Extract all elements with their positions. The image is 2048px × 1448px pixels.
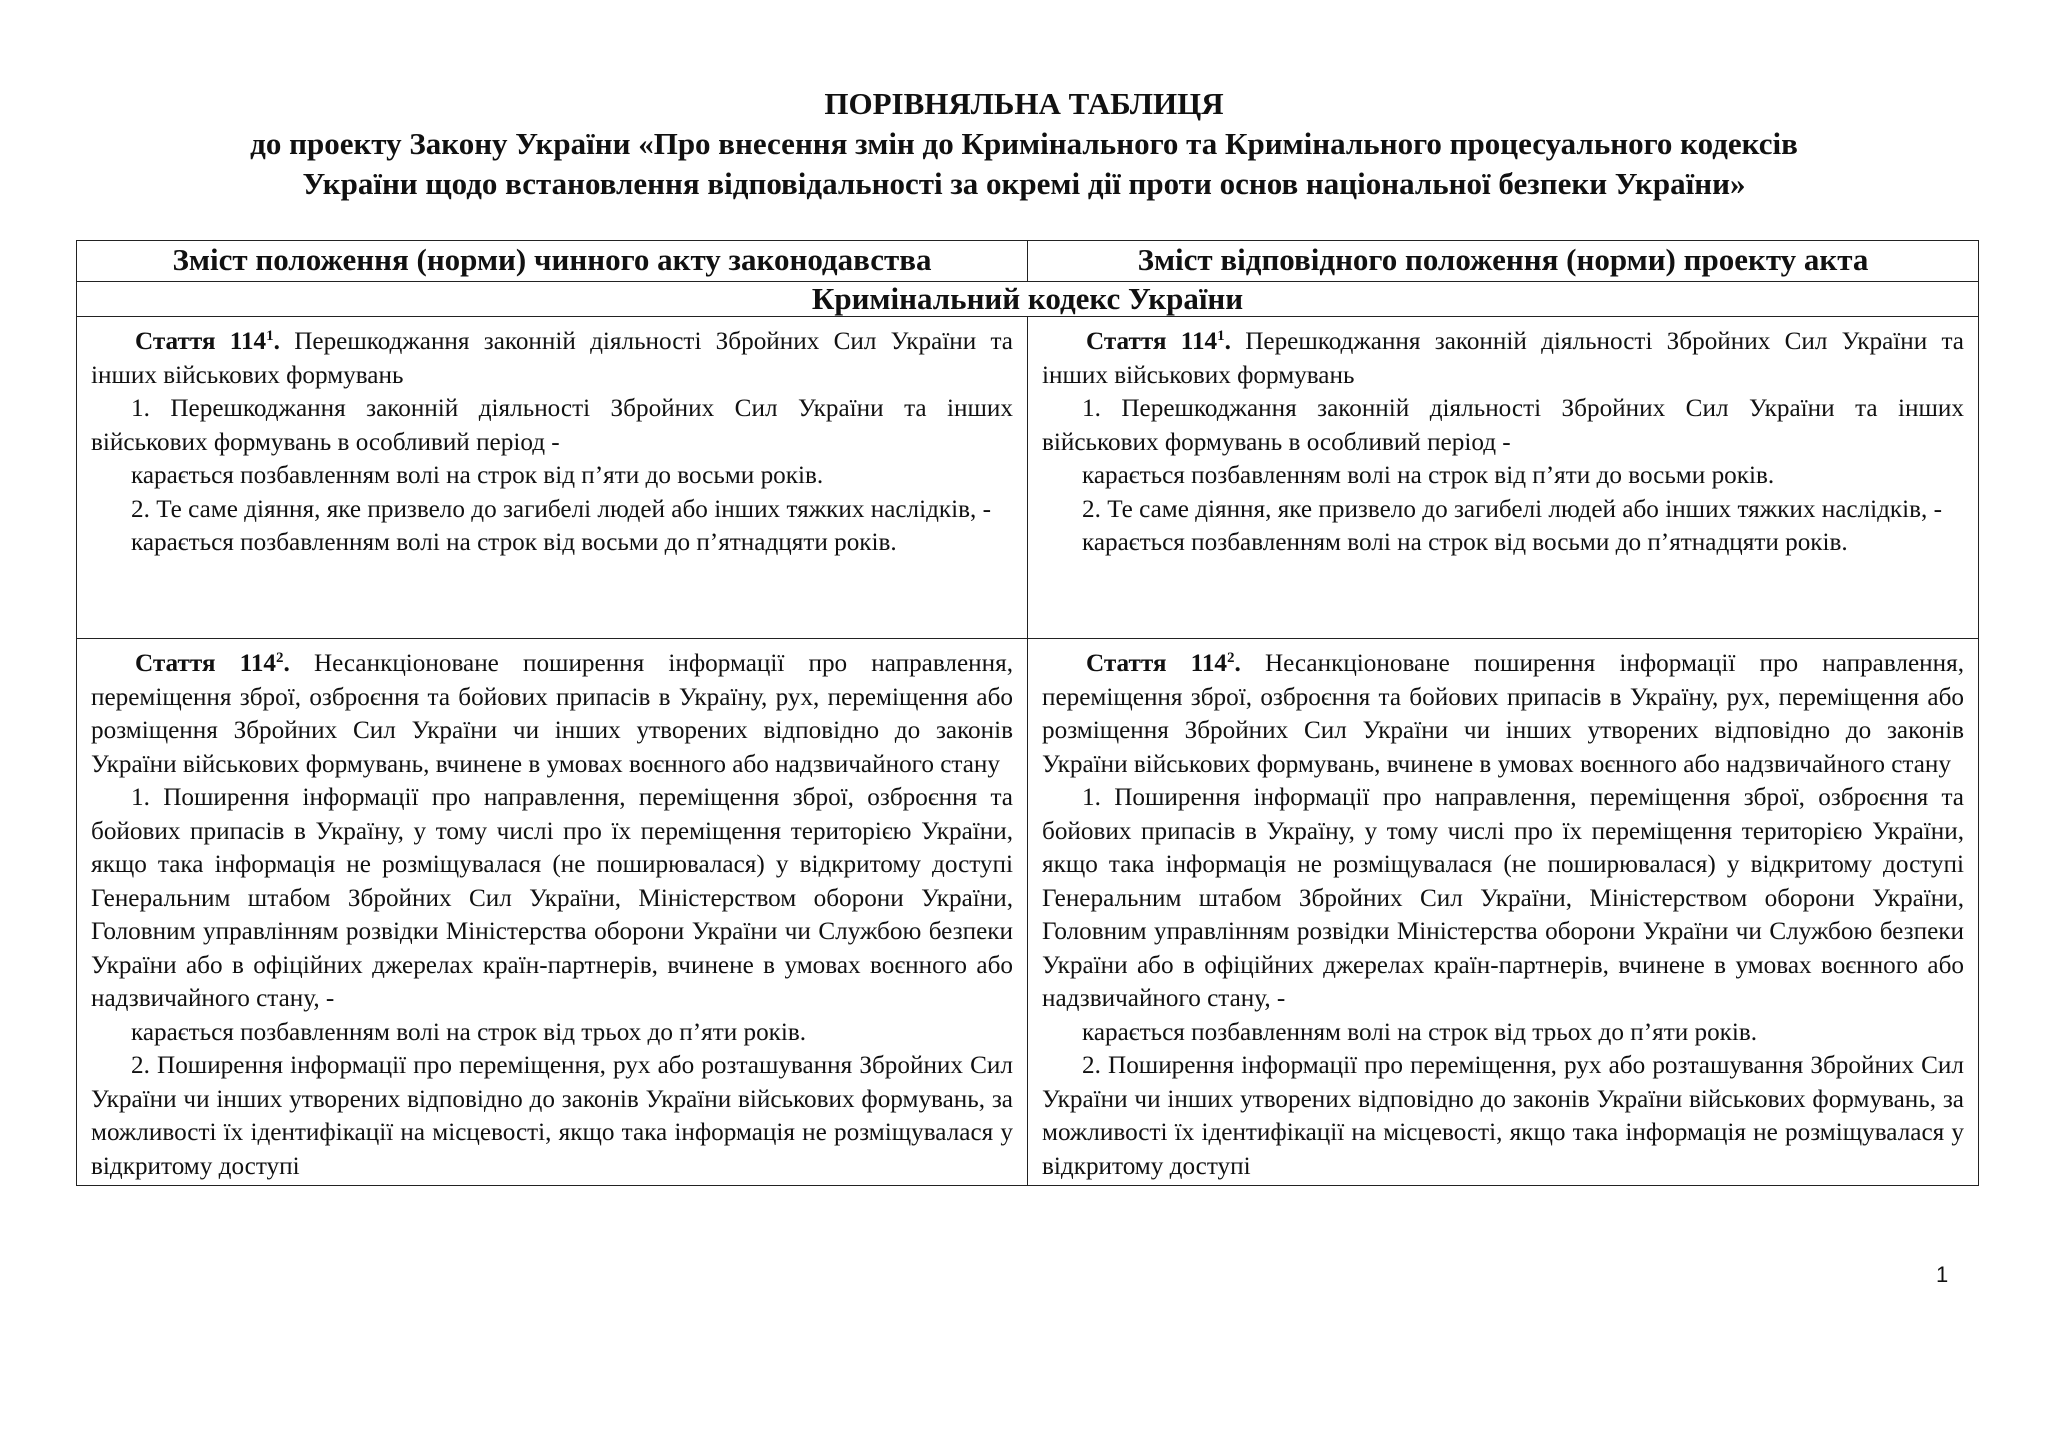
sanction-paragraph: карається позбавленням волі на строк від восьми до п’ятнадцяти років. xyxy=(131,529,897,556)
article-superscript: 1 xyxy=(1217,328,1225,344)
paragraph: 2. Те саме діяння, яке призвело до загибелі людей або інших тяжких наслідків, - xyxy=(131,495,992,523)
sanction-paragraph: карається позбавленням волі на строк від трьох до п’яти років. xyxy=(1082,1018,1758,1046)
comparison-table xyxy=(76,240,1979,1186)
paragraph: 1. Перешкоджання законній діяльності Збройних Сил України та інших військових формувань в особливий період - xyxy=(91,395,1013,456)
sanction-paragraph: карається позбавленням волі на строк від восьми до п’ятнадцяти років. xyxy=(1082,529,1848,556)
sanction-paragraph: карається позбавленням волі на строк від п’яти до восьми років. xyxy=(131,462,824,489)
page-number: 1 xyxy=(1936,1262,1949,1287)
article-1142-current-cell xyxy=(77,639,1028,1186)
paragraph: 2. Поширення інформації про переміщення, рух або розташування Збройних Сил України чи інших утворених відповідно до законів України військових формувань, за можливості їх ідентифікації на місцевості, якщо така інформація не розміщувалася у відкритому доступі xyxy=(1042,1052,1964,1180)
article-title: Несанкціоноване поширення інформації про направлення, переміщення зброї, озброєння та бойових припасів в Україну, рух, переміщення або розміщення Збройних Сил України чи інших утворених відповідно до законів України військових формувань, вчинене в умовах воєнного або надзвичайного стану xyxy=(1042,650,1964,778)
article-1141-current-cell xyxy=(77,317,1028,639)
article-heading xyxy=(1042,325,1964,392)
article-title: Перешкоджання законній діяльності Збройних Сил України та інших військових формувань xyxy=(1042,328,1964,389)
article-label: Стаття 114 xyxy=(1086,650,1228,677)
article-number xyxy=(135,650,290,677)
article-label-tail: . xyxy=(273,328,280,355)
article-1141-draft-cell xyxy=(1028,317,1979,639)
article-superscript: 2 xyxy=(276,650,284,666)
table-row xyxy=(77,317,1979,639)
article-heading xyxy=(91,325,1013,392)
article-1142-draft-cell xyxy=(1028,639,1979,1186)
sanction-paragraph: карається позбавленням волі на строк від трьох до п’яти років. xyxy=(131,1018,807,1046)
article-label: Стаття 114 xyxy=(135,650,277,677)
document-title xyxy=(0,84,2048,204)
header-row xyxy=(77,241,1979,282)
title-line-3: України щодо встановлення відповідальності за окремі дії проти основ національної безпеки України» xyxy=(302,166,1746,201)
current-law-column-header: Зміст положення (норми) чинного акту законодавства xyxy=(77,241,1028,282)
draft-law-column-header: Зміст відповідного положення (норми) проекту акта xyxy=(1028,241,1979,282)
article-heading xyxy=(1042,647,1964,781)
section-title: Кримінальний кодекс України xyxy=(77,282,1979,317)
article-label: Стаття 114 xyxy=(1086,328,1218,355)
article-label-tail: . xyxy=(1224,328,1231,355)
table-row xyxy=(77,639,1979,1186)
article-label: Стаття 114 xyxy=(135,328,267,355)
article-title: Несанкціоноване поширення інформації про направлення, переміщення зброї, озброєння та бойових припасів в Україну, рух, переміщення або розміщення Збройних Сил України чи інших утворених відповідно до законів України військових формувань, вчинене в умовах воєнного або надзвичайного стану xyxy=(91,650,1013,778)
sanction-paragraph: карається позбавленням волі на строк від п’яти до восьми років. xyxy=(1082,462,1775,489)
article-label-tail: . xyxy=(1234,650,1241,677)
paragraph: 2. Те саме діяння, яке призвело до загибелі людей або інших тяжких наслідків, - xyxy=(1082,495,1943,523)
paragraph: 1. Поширення інформації про направлення, переміщення зброї, озброєння та бойових припасів в Україну, у тому числі про їх переміщення територією України, якщо така інформація не розміщувалася (не поширювалася) у відкритому доступі Генеральним штабом Збройних Сил України, Міністерством оборони України, Головним управлінням розвідки Міністерства оборони України чи Службою безпеки України або в офіційних джерелах країн-партнерів, вчинене в умовах воєнного або надзвичайного стану, - xyxy=(1042,784,1964,1012)
article-number xyxy=(1086,328,1231,355)
title-line-2: до проекту Закону України «Про внесення змін до Кримінального та Кримінального процесуального кодексів xyxy=(250,126,1798,161)
section-row xyxy=(77,282,1979,317)
article-title: Перешкоджання законній діяльності Збройних Сил України та інших військових формувань xyxy=(91,328,1013,389)
article-superscript: 2 xyxy=(1227,650,1235,666)
article-number xyxy=(1086,650,1241,677)
article-heading xyxy=(91,647,1013,781)
title-line-1: ПОРІВНЯЛЬНА ТАБЛИЦЯ xyxy=(824,86,1224,121)
article-superscript: 1 xyxy=(266,328,274,344)
paragraph: 1. Поширення інформації про направлення, переміщення зброї, озброєння та бойових припасів в Україну, у тому числі про їх переміщення територією України, якщо така інформація не розміщувалася (не поширювалася) у відкритому доступі Генеральним штабом Збройних Сил України, Міністерством оборони України, Головним управлінням розвідки Міністерства оборони України чи Службою безпеки України або в офіційних джерелах країн-партнерів, вчинене в умовах воєнного або надзвичайного стану, - xyxy=(91,784,1013,1012)
article-label-tail: . xyxy=(283,650,290,677)
paragraph: 2. Поширення інформації про переміщення, рух або розташування Збройних Сил України чи інших утворених відповідно до законів України військових формувань, за можливості їх ідентифікації на місцевості, якщо така інформація не розміщувалася у відкритому доступі xyxy=(91,1052,1013,1180)
paragraph: 1. Перешкоджання законній діяльності Збройних Сил України та інших військових формувань в особливий період - xyxy=(1042,395,1964,456)
article-number xyxy=(135,328,280,355)
